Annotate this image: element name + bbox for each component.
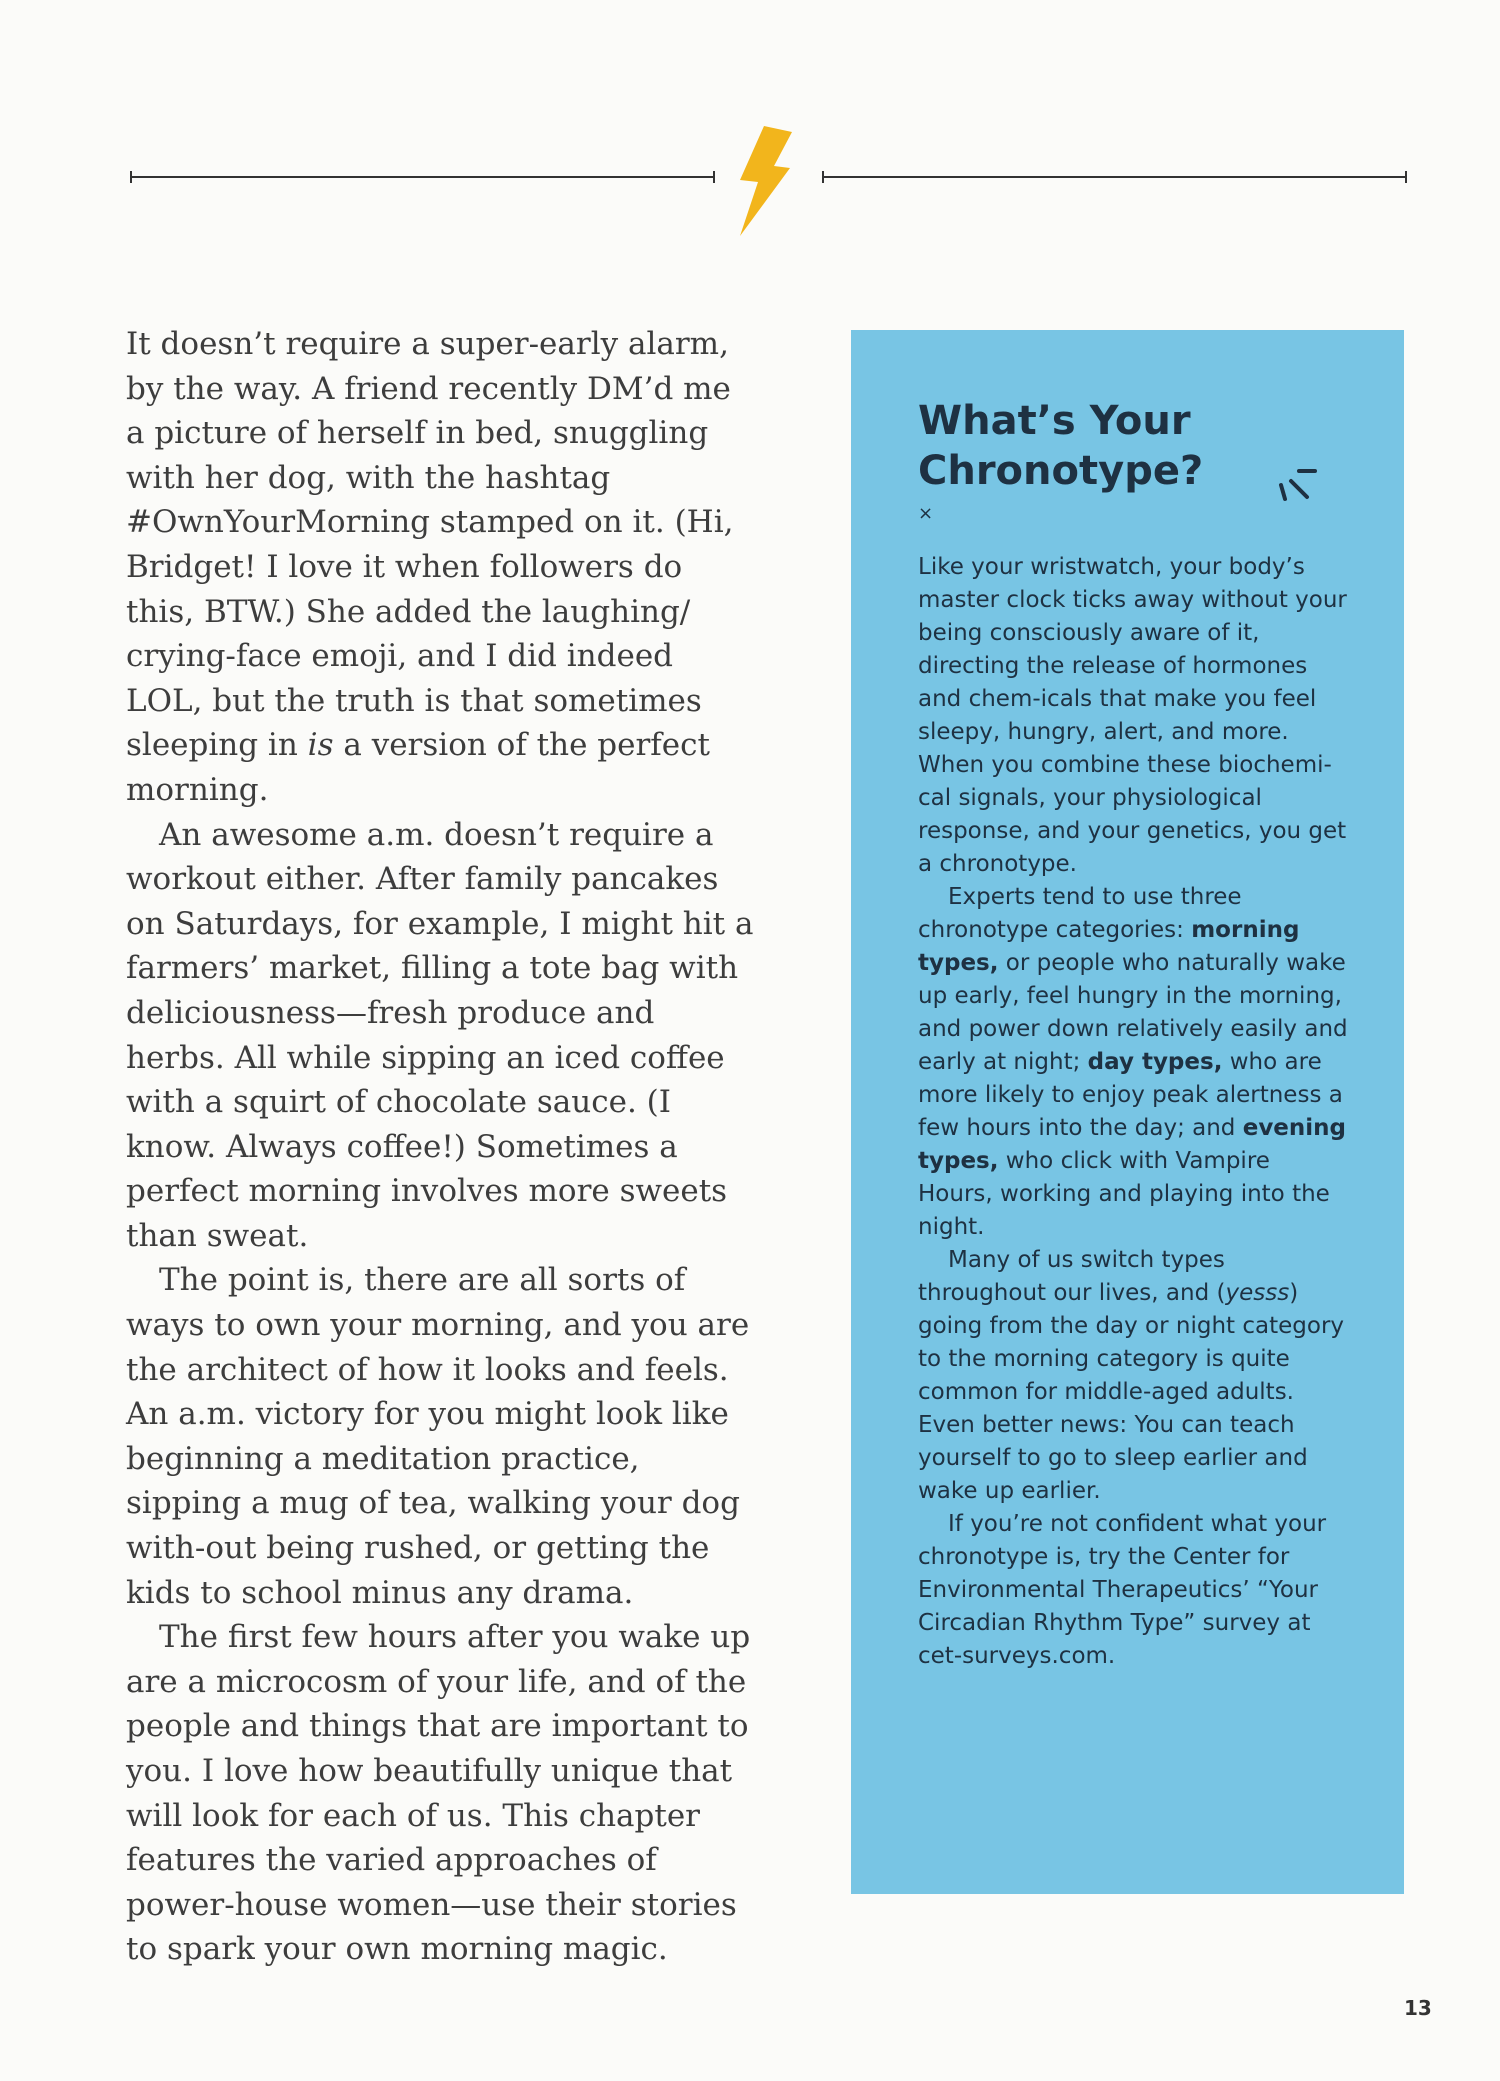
sidebar-paragraph-3: Many of us switch types throughout our lives, and (yesss) going from the day or night category to the morning category is quite common for middle-aged adults. Even better news: You can teach yourself to go to sleep earlier and wake up earlier. bbox=[918, 1247, 1345, 1504]
article-paragraph-2: An awesome a.m. doesn’t require a workout either. After family pancakes on Saturdays, for example, I might hit a farmers’ market, filling a tote bag with deliciousness—fresh produce and herbs. All while sipping an iced coffee with a squirt of chocolate sauce. (I know. Always coffee!) Sometimes a perfect morning involves more sweets than sweat. bbox=[126, 816, 754, 1254]
sidebar-title-line-1: What’s Your bbox=[918, 398, 1191, 444]
sparkle-dashes-icon bbox=[1261, 463, 1323, 513]
article-paragraph-1: It doesn’t require a super-early alarm, by the way. A friend recently DM’d me a picture of herself in bed, snuggling with her dog, with the hashtag #OwnYourMorning stamped on it. (Hi, Bridget! I love it when followers do this, BTW.) She added the laughing/ crying-face emoji, and I did indeed LOL, but the truth is that sometimes sleeping in is a version of the perfect morning. bbox=[126, 326, 734, 808]
sidebar-paragraph-2: Experts tend to use three chronotype categories: morning types, or people who naturally wake up early, feel hungry in the morning, and power down relatively easily and early at night; day types, who are more likely to enjoy peak alertness a few hours into the day; and evening types, who click with Vampire Hours, working and playing into the night. bbox=[918, 884, 1348, 1240]
sidebar-paragraph-4: If you’re not confident what your chronotype is, try the Center for Environmental Therapeutics’ “Your Circadian Rhythm Type” survey at cet-surveys.com. bbox=[918, 1511, 1327, 1669]
sidebar-body bbox=[918, 551, 1348, 1673]
article-paragraph-4: The first few hours after you wake up are a microcosm of your life, and of the people and things that are important to you. I love how beautifully unique that will look for each of us. This chapter features the varied approaches of power-house women—use their stories to spark your own morning magic. bbox=[126, 1619, 751, 1968]
header-rule-right bbox=[822, 176, 1407, 178]
lightning-bolt-icon bbox=[730, 126, 800, 236]
chronotype-sidebar bbox=[851, 330, 1404, 1894]
sidebar-paragraph-1: Like your wristwatch, your body’s master clock ticks away without your being consciously aware of it, directing the release of hormones and chem-icals that make you feel sleepy, hungry, alert, and more. When you combine these biochemi-cal signals, your physiological response, and your genetics, you get a chronotype. bbox=[918, 554, 1347, 877]
main-article bbox=[126, 322, 756, 1972]
page-number: 13 bbox=[1404, 1996, 1432, 2020]
article-paragraph-3: The point is, there are all sorts of ways to own your morning, and you are the architect of how it looks and feels. An a.m. victory for you might look like beginning a meditation practice, sipping a mug of tea, walking your dog with-out being rushed, or getting the kids to school minus any drama. bbox=[126, 1262, 750, 1611]
header-rule-left bbox=[130, 176, 715, 178]
sidebar-mark: × bbox=[918, 503, 934, 524]
sidebar-title-line-2: Chronotype? bbox=[918, 448, 1204, 494]
